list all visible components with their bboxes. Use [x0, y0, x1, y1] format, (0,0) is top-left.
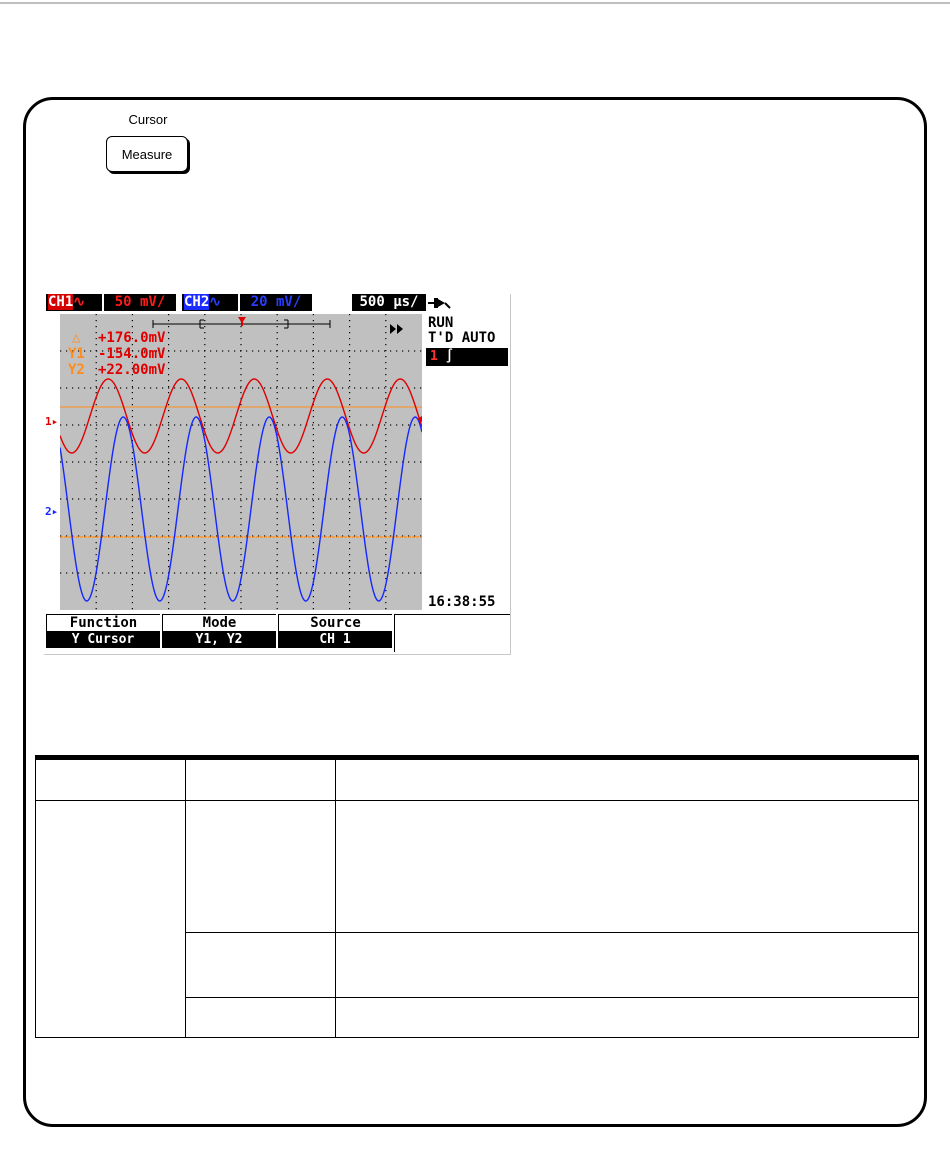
y2-label: Y2	[68, 362, 85, 378]
softkey-mode[interactable]	[162, 614, 276, 652]
run-status: RUN	[428, 315, 454, 331]
table-row	[36, 801, 919, 933]
measure-key-button[interactable]: Measure	[106, 136, 188, 172]
status-panel	[426, 316, 510, 366]
softkey-menu	[46, 614, 510, 654]
table-cell	[336, 933, 919, 998]
clock-time: 16:38:55	[428, 594, 496, 610]
trigger-source[interactable]: 1 ∫	[426, 348, 508, 366]
softkey-blank[interactable]	[394, 614, 510, 652]
oscilloscope-screen	[44, 294, 511, 655]
ch1-scale[interactable]: 50 mV/	[104, 294, 176, 311]
y2-value: +22.00mV	[98, 362, 166, 378]
ch2-label[interactable]: CH2∿	[182, 294, 238, 311]
delta-value: +176.0mV	[98, 330, 166, 346]
softkey-function[interactable]	[46, 614, 160, 652]
waveform-display[interactable]	[60, 314, 422, 610]
cursor-key-caption: Cursor	[128, 112, 168, 127]
timebase-scale[interactable]: 500 µs/	[352, 294, 426, 311]
ch2-ground-marker: 2▸	[45, 505, 59, 518]
softkey-function-title: Function	[46, 614, 160, 631]
power-plug-icon	[428, 295, 452, 311]
table-cell	[186, 933, 336, 998]
softkey-source[interactable]	[278, 614, 392, 652]
ch1-label[interactable]: CH1∿	[46, 294, 102, 311]
softkey-source-value: CH 1	[278, 631, 392, 648]
y1-label: Y1	[68, 346, 85, 362]
softkey-source-title: Source	[278, 614, 392, 631]
softkey-function-value: Y Cursor	[46, 631, 160, 648]
trigger-mode: T'D AUTO	[428, 330, 496, 346]
table-header-cell	[336, 758, 919, 801]
top-rule	[0, 2, 950, 4]
options-table	[35, 755, 919, 1038]
table-cell	[336, 998, 919, 1038]
table-cell	[36, 801, 186, 1038]
delta-symbol: △	[72, 330, 81, 346]
table-header-cell	[36, 758, 186, 801]
table-header-cell	[186, 758, 336, 801]
table-cell	[186, 801, 336, 933]
table-cell	[336, 801, 919, 933]
ch1-ground-marker: 1▸	[45, 415, 59, 428]
ch2-scale[interactable]: 20 mV/	[240, 294, 312, 311]
y1-value: -154.0mV	[98, 346, 166, 362]
softkey-mode-value: Y1, Y2	[162, 631, 276, 648]
softkey-mode-title: Mode	[162, 614, 276, 631]
table-cell	[186, 998, 336, 1038]
table-header-row	[36, 758, 919, 801]
rising-edge-icon: ∫	[445, 349, 454, 364]
